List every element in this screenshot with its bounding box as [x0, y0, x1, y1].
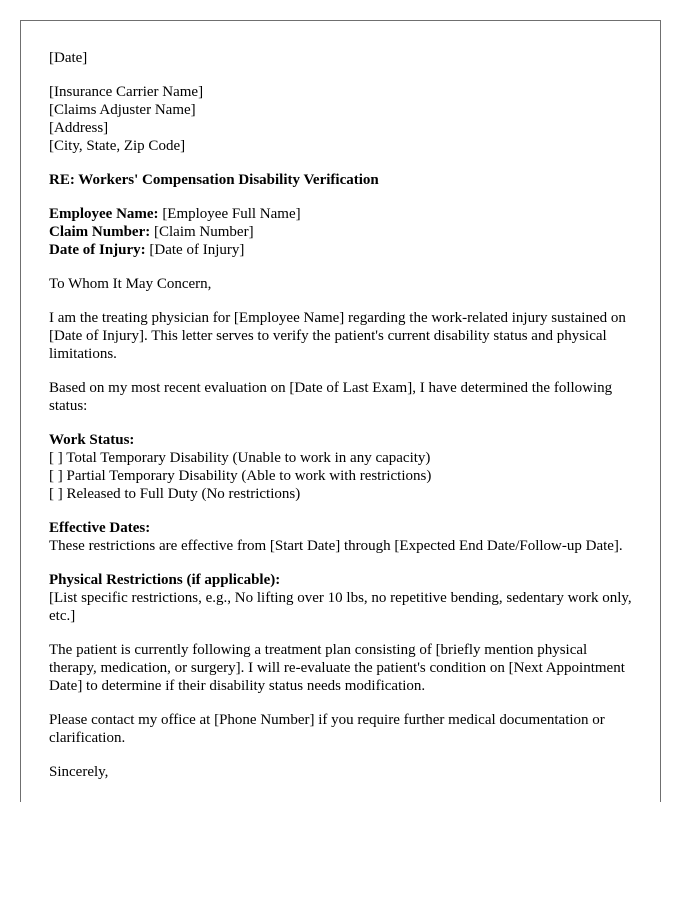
- effective-dates-heading: Effective Dates:: [49, 520, 151, 536]
- treatment-paragraph: [49, 641, 634, 695]
- letter-body: [49, 49, 634, 797]
- letter-date: [Date]: [49, 50, 88, 66]
- work-status-section: [49, 431, 634, 503]
- closing: Sincerely,: [49, 764, 109, 780]
- subject-line: RE: Workers' Compensation Disability Verification: [49, 172, 379, 188]
- employee-name-value: [Employee Full Name]: [158, 206, 301, 222]
- claim-info: [49, 205, 634, 259]
- letter-page: [20, 20, 661, 802]
- intro-text: I am the treating physician for [Employee Name] regarding the work-related injury sustained on [Date of Injury]. This letter serves to verify the patient's current disability status and physical limitations.: [49, 310, 626, 362]
- claim-number-row: [49, 223, 634, 241]
- effective-dates-section: [49, 519, 634, 555]
- evaluation-text: Based on my most recent evaluation on [Date of Last Exam], I have determined the following status:: [49, 380, 613, 414]
- employee-name-row: [49, 205, 634, 223]
- employee-name-label: Employee Name:: [49, 206, 159, 222]
- date-of-injury-row: [49, 241, 634, 259]
- treatment-text: The patient is currently following a treatment plan consisting of [briefly mention physical therapy, medication, or surgery]. I will re-evaluate the patient's condition on [Next Appointment Date] to determine if their disability status needs modification.: [49, 642, 625, 694]
- work-status-option-total: [ ] Total Temporary Disability (Unable to work in any capacity): [49, 450, 431, 466]
- work-status-option-partial: [ ] Partial Temporary Disability (Able to work with restrictions): [49, 468, 432, 484]
- physical-restrictions-section: [49, 571, 634, 625]
- closing-block: [49, 763, 634, 781]
- contact-text: Please contact my office at [Phone Number] if you require further medical documentation or clarification.: [49, 712, 605, 746]
- salutation-block: [49, 275, 634, 293]
- date-of-injury-value: [Date of Injury]: [145, 242, 245, 258]
- recipient-address-line: [Address]: [49, 120, 109, 136]
- date-of-injury-label: Date of Injury:: [49, 242, 146, 258]
- recipient-adjuster: [Claims Adjuster Name]: [49, 102, 196, 118]
- subject-block: [49, 171, 634, 189]
- salutation: To Whom It May Concern,: [49, 276, 212, 292]
- intro-paragraph: [49, 309, 634, 363]
- effective-dates-text: These restrictions are effective from [Start Date] through [Expected End Date/Follow-up Date].: [49, 538, 623, 554]
- recipient-city-state-zip: [City, State, Zip Code]: [49, 138, 186, 154]
- claim-number-label: Claim Number:: [49, 224, 151, 240]
- work-status-heading: Work Status:: [49, 432, 135, 448]
- contact-paragraph: [49, 711, 634, 747]
- physical-restrictions-heading: Physical Restrictions (if applicable):: [49, 572, 281, 588]
- evaluation-paragraph: [49, 379, 634, 415]
- recipient-carrier: [Insurance Carrier Name]: [49, 84, 204, 100]
- physical-restrictions-text: [List specific restrictions, e.g., No lifting over 10 lbs, no repetitive bending, sedentary work only, etc.]: [49, 590, 632, 624]
- work-status-option-full: [ ] Released to Full Duty (No restrictions): [49, 486, 301, 502]
- recipient-address: [49, 83, 634, 155]
- claim-number-value: [Claim Number]: [150, 224, 254, 240]
- letter-date-block: [49, 49, 634, 67]
